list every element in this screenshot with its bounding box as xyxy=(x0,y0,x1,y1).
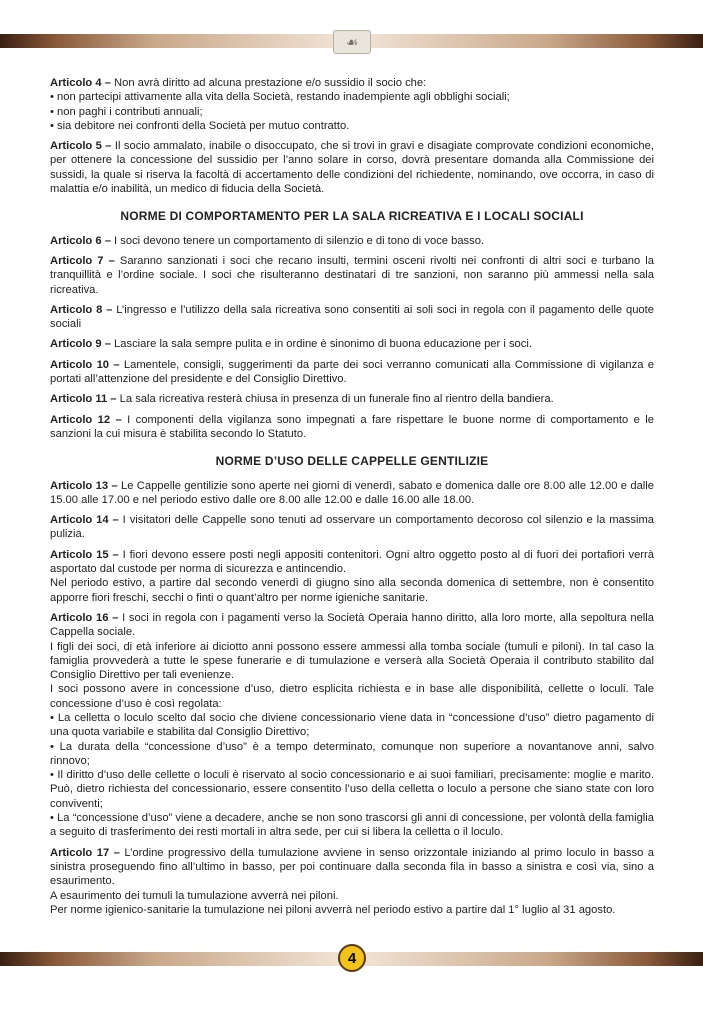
article-text: • non paghi i contributi annuali; xyxy=(50,105,203,118)
society-emblem-icon: ☙ xyxy=(333,30,371,54)
article xyxy=(50,548,654,605)
article xyxy=(50,479,654,508)
article-label: Articolo 9 – xyxy=(50,338,111,351)
article-text: • Il diritto d’uso delle cellette o loculi è riservato al socio concessionario e ai suoi familiari, precisamente: moglie e marito. Può, dietro richiesta del concessionario, essere consentito l’uso della celletta o loculo a persone che siano state con loro conviventi; xyxy=(50,769,654,810)
article-text: • sia debitore nei confronti della Società per mutuo contratto. xyxy=(50,119,350,132)
article xyxy=(50,846,654,917)
article xyxy=(50,254,654,297)
article-text: I figli dei soci, di età inferiore ai diciotto anni possono essere ammessi alla tomba sociale (tumuli e piloni). In tal caso la famiglia provvederà a tutte le spese funerarie e di tumulazione e verserà alla Società Operaia il contributo stabilito dal Consiglio Direttivo per tali evenienze. xyxy=(50,640,654,682)
article-text: L’ingresso e l’utilizzo della sala ricreativa sono consentiti ai soli soci in regola con il pagamento delle quote sociali xyxy=(50,303,654,331)
article-label: Articolo 11 – xyxy=(50,393,117,406)
article-text: L’ordine progressivo della tumulazione avviene in senso orizzontale iniziando al primo loculo in basso a sinistra proseguendo fino all’ultimo in basso, per poi continuare dalla seconda fila in basso a sinistra e così via, sino a esaurimento. xyxy=(50,846,654,888)
article-text: • La celletta o loculo scelto dal socio che diviene concessionario viene data in “concessione d’uso” dietro pagamento di una quota variabile e stabilita dal Consiglio Direttivo; xyxy=(50,711,654,739)
article-text: • non partecipi attivamente alla vita della Società, restando inadempiente agli obblighi sociali; xyxy=(50,91,510,104)
article-label: Articolo 7 – xyxy=(50,254,115,267)
article-text: Lasciare la sala sempre pulita e in ordine è sinonimo di buona educazione per i soci. xyxy=(110,338,532,351)
article-text: I fiori devono essere posti negli appositi contenitori. Ogni altro oggetto posto al di fuori dei portafiori verrà asportato dal custode per norma di sicurezza e antincendio. xyxy=(50,548,654,576)
article-label: Articolo 10 – xyxy=(50,358,120,371)
article-label: Articolo 14 – xyxy=(50,514,119,527)
article-label: Articolo 17 – xyxy=(50,846,120,859)
article-text: Le Cappelle gentilizie sono aperte nei giorni di venerdì, sabato e domenica dalle ore 8.00 alle 12.00 e dalle 15.00 alle 17.00 e nel periodo estivo dalle ore 8.00 alle 12.00 e dalle 16.00 alle 18.00. xyxy=(50,479,654,506)
article-label: Articolo 5 – xyxy=(50,140,112,153)
article-text: Per norme igienico-sanitarie la tumulazione nei piloni avverrà nel periodo estivo a partire dal 1° luglio al 31 agosto. xyxy=(50,903,616,916)
article-text: Non avrà diritto ad alcuna prestazione e/o sussidio il socio che: xyxy=(110,77,427,89)
article-text: Saranno sanzionati i soci che recano insulti, termini osceni rivolti nei confronti di altri soci e turbano la tranquillità e l’ordine sociale. I soci che risulteranno destinatari di tre sanzioni, non saranno più ammessi nella sala ricreativa. xyxy=(50,254,654,296)
article xyxy=(50,234,654,248)
article-label: Articolo 4 – xyxy=(50,77,111,89)
article-text: • La durata della “concessione d’uso” è a tempo determinato, comunque non superiore a novantanove anni, salvo rinnovo; xyxy=(50,740,654,767)
article xyxy=(50,303,654,332)
article-text: I visitatori delle Cappelle sono tenuti ad osservare un comportamento decoroso col silenzio e la massima pulizia. xyxy=(50,514,654,541)
article-text: • La “concessione d’uso” viene a decadere, anche se non sono trascorsi gli anni di concessione, per volontà della famiglia a seguito di trasferimento dei resti mortali in altra sede, per cui si libera la celletta o il loculo. xyxy=(50,812,654,839)
article-label: Articolo 8 – xyxy=(50,303,113,316)
article-label: Articolo 12 – xyxy=(50,413,122,426)
document-body xyxy=(50,76,654,923)
article-text: Il socio ammalato, inabile o disoccupato, che si trovi in gravi e disagiate comprovate condizioni economiche, per ottenere la concessione del sussidio per l’anno solare in corso, dovrà presentare domanda alla Commissione dei sussidi, la quale si riserva la facoltà di accertamento delle condizioni del richiedente, nominando, ove occorra, in caso di malattia e/o inabilità, un medico di fiducia della Società. xyxy=(50,140,654,196)
section-heading: NORME D’USO DELLE CAPPELLE GENTILIZIE xyxy=(215,454,489,469)
article xyxy=(50,337,654,351)
article-text: I soci devono tenere un comportamento di silenzio e di tono di voce basso. xyxy=(110,234,485,247)
section-heading: NORME DI COMPORTAMENTO PER LA SALA RICREATIVA E I LOCALI SOCIALI xyxy=(120,209,584,224)
article-label: Articolo 13 – xyxy=(50,479,118,492)
article-label: Articolo 15 – xyxy=(50,548,119,561)
article-text: Lamentele, consigli, suggerimenti da parte dei soci verranno comunicati alla Commissione di vigilanza e portati all’attenzione del presidente e del Consiglio Direttivo. xyxy=(50,358,655,386)
article-text: I soci possono avere in concessione d’uso, dietro esplicita richiesta e in base alle disponibilità, cellette o loculi. Tale concessione d’uso è così regolata: xyxy=(50,683,654,710)
article xyxy=(50,392,654,406)
article-text: I componenti della vigilanza sono impegnati a fare rispettare le buone norme di comportamento e le sanzioni la cui misura è stabilita secondo lo Statuto. xyxy=(50,413,654,440)
article xyxy=(50,513,654,542)
article-label: Articolo 16 – xyxy=(50,611,119,624)
article-text: I soci in regola con i pagamenti verso la Società Operaia hanno diritto, alla loro morte, alla sepoltura nella Cappella sociale. xyxy=(50,611,654,639)
article xyxy=(50,139,654,196)
article xyxy=(50,76,654,133)
article xyxy=(50,358,654,387)
article xyxy=(50,413,654,442)
page-number: 4 xyxy=(338,944,366,972)
article xyxy=(50,611,654,840)
article-text: A esaurimento dei tumuli la tumulazione avverrà nei piloni. xyxy=(50,889,339,902)
article-text: La sala ricreativa resterà chiusa in presenza di un funerale fino al rientro della bandiera. xyxy=(116,393,554,406)
article-text: Nel periodo estivo, a partire dal secondo venerdì di giugno sino alla seconda domenica di settembre, non è consentito apporre fiori freschi, secchi o finti o quant’altro per norme igieniche sanitarie. xyxy=(50,577,654,604)
article-label: Articolo 6 – xyxy=(50,234,111,247)
